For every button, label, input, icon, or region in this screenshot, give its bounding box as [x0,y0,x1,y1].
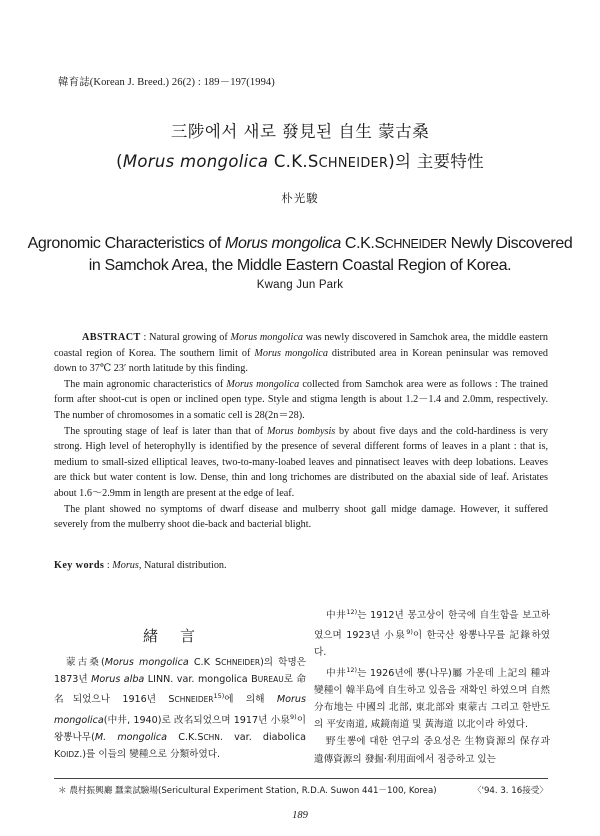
english-title-species: Morus mongolica [225,235,341,252]
right-column-paragraph-3: 野生뽕에 대한 연구의 중요성은 生物資源의 保存과 遺傳資源의 發掘·利用面에서 점증하고 있는 [314,736,550,765]
abstract-paragraph-3: The sprouting stage of leaf is later than that of Morus bombysis by about five days and the cold-hardiness is very strong. High level of heterophylly is identified by the presence of several different forms of leaves in a plant : that is, medium to small-sized elliptical leaves, two-to-many-loabed leaves and pinnatisect leaves with deep lobations. Leaves are thick but water content is low. Dense, thin and long trichomes are distributed on the abaxial side of leaf. Aristates about 1.6～2.9mm in length are present at the edge of leaf. [54,425,548,499]
body-right-column [314,604,550,768]
korean-title-species: Morus mongolica [122,152,269,171]
section-heading-introduction: 緖言 [142,627,217,645]
english-author: Kwang Jun Park [256,279,344,291]
left-column-paragraph: 蒙古桑(Morus mongolica C.K SCHNEIDER)의 학명은 1873년 Morus alba LINN. var. mongolica BUREAU로 命名되었으나 1916년 SCHNEIDER$^{15)}$에 의해 Morus mongolica(中井, 1940)로 改名되었으며 1917년 小泉$^{9)}$이 왕뽕나무(M. mongolica C.K.SCHN. var. diabolica KOIDZ.)를 이들의 變種으로 分類하였다. [54,657,307,761]
abstract [54,330,548,533]
korean-title-line1: 三陟에서 새로 發見된 自生 蒙古桑 [170,122,430,141]
right-column-paragraph-1: 中井$^{12)}$는 1912년 몽고상이 한국에 自生함을 보고하였으며 1923년 小泉$^{9)}$이 한국산 왕뽕나무를 記錄하였다. [314,608,550,659]
body-left-column [54,654,306,763]
journal-citation: 韓育誌(Korean J. Breed.) 26(2) : 189－197(1994) [58,77,275,88]
footnote-divider [54,778,548,779]
abstract-label: ABSTRACT [82,332,141,343]
abstract-paragraph-2: The main agronomic characteristics of Morus mongolica collected from Samchok area were as follows : The trained form after shoot-cut is open or inclined open type. Style and stigma length is about 1.2－1.4 and 2.0mm, respectively. The number of chromosomes in a somatic cell is 28(2n＝28). [54,378,548,421]
received-date: 〈'94. 3. 16接受〉 [472,786,548,796]
affiliation-footnote: ＊ 農村振興廳 蠶業試驗場(Sericultural Experiment Station, R.D.A. Suwon 441－100, Korea) 〈'94. 3. 16接受〉 [58,786,548,796]
right-column-paragraph-2: 中井$^{12)}$는 1926년에 뽕(나무)屬 가운데 上記의 種과 變種이 韓半島에 自生하고 있음을 재확인 하였으며 自然分布地는 中國의 北部, 東北部와 東蒙古 그리고 한반도의 平安南道, 咸鏡南道 및 黃海道 以北이라 하였다. [314,665,551,731]
korean-author: 朴光駿 [281,191,319,205]
abstract-paragraph-4: The plant showed no symptoms of dwarf disease and mulberry shoot gall midge damage. However, it suffered severely from the mulberry shoot die-back and bacterial blight. [54,503,548,531]
korean-title-line2: (Morus mongolica C.K.SCHNEIDER)의 主要特性 [116,152,484,171]
keywords: Key words : Morus, Natural distribution. [54,560,227,571]
page-number: 189 [292,810,308,821]
english-title: Agronomic Characteristics of Morus mongolica C.K.SCHNEIDER Newly Discovered in Samchok Area, the Middle Eastern Coastal Region of Korea. [27,235,573,274]
abstract-paragraph-1: ABSTRACT : Natural growing of Morus mongolica was newly discovered in Samchok area, the middle eastern coastal region of Korea. The southern limit of Morus mongolica distributed area in Korean peninsular was removed down to 37℃ 23′ north latitude by this finding. [54,332,548,375]
